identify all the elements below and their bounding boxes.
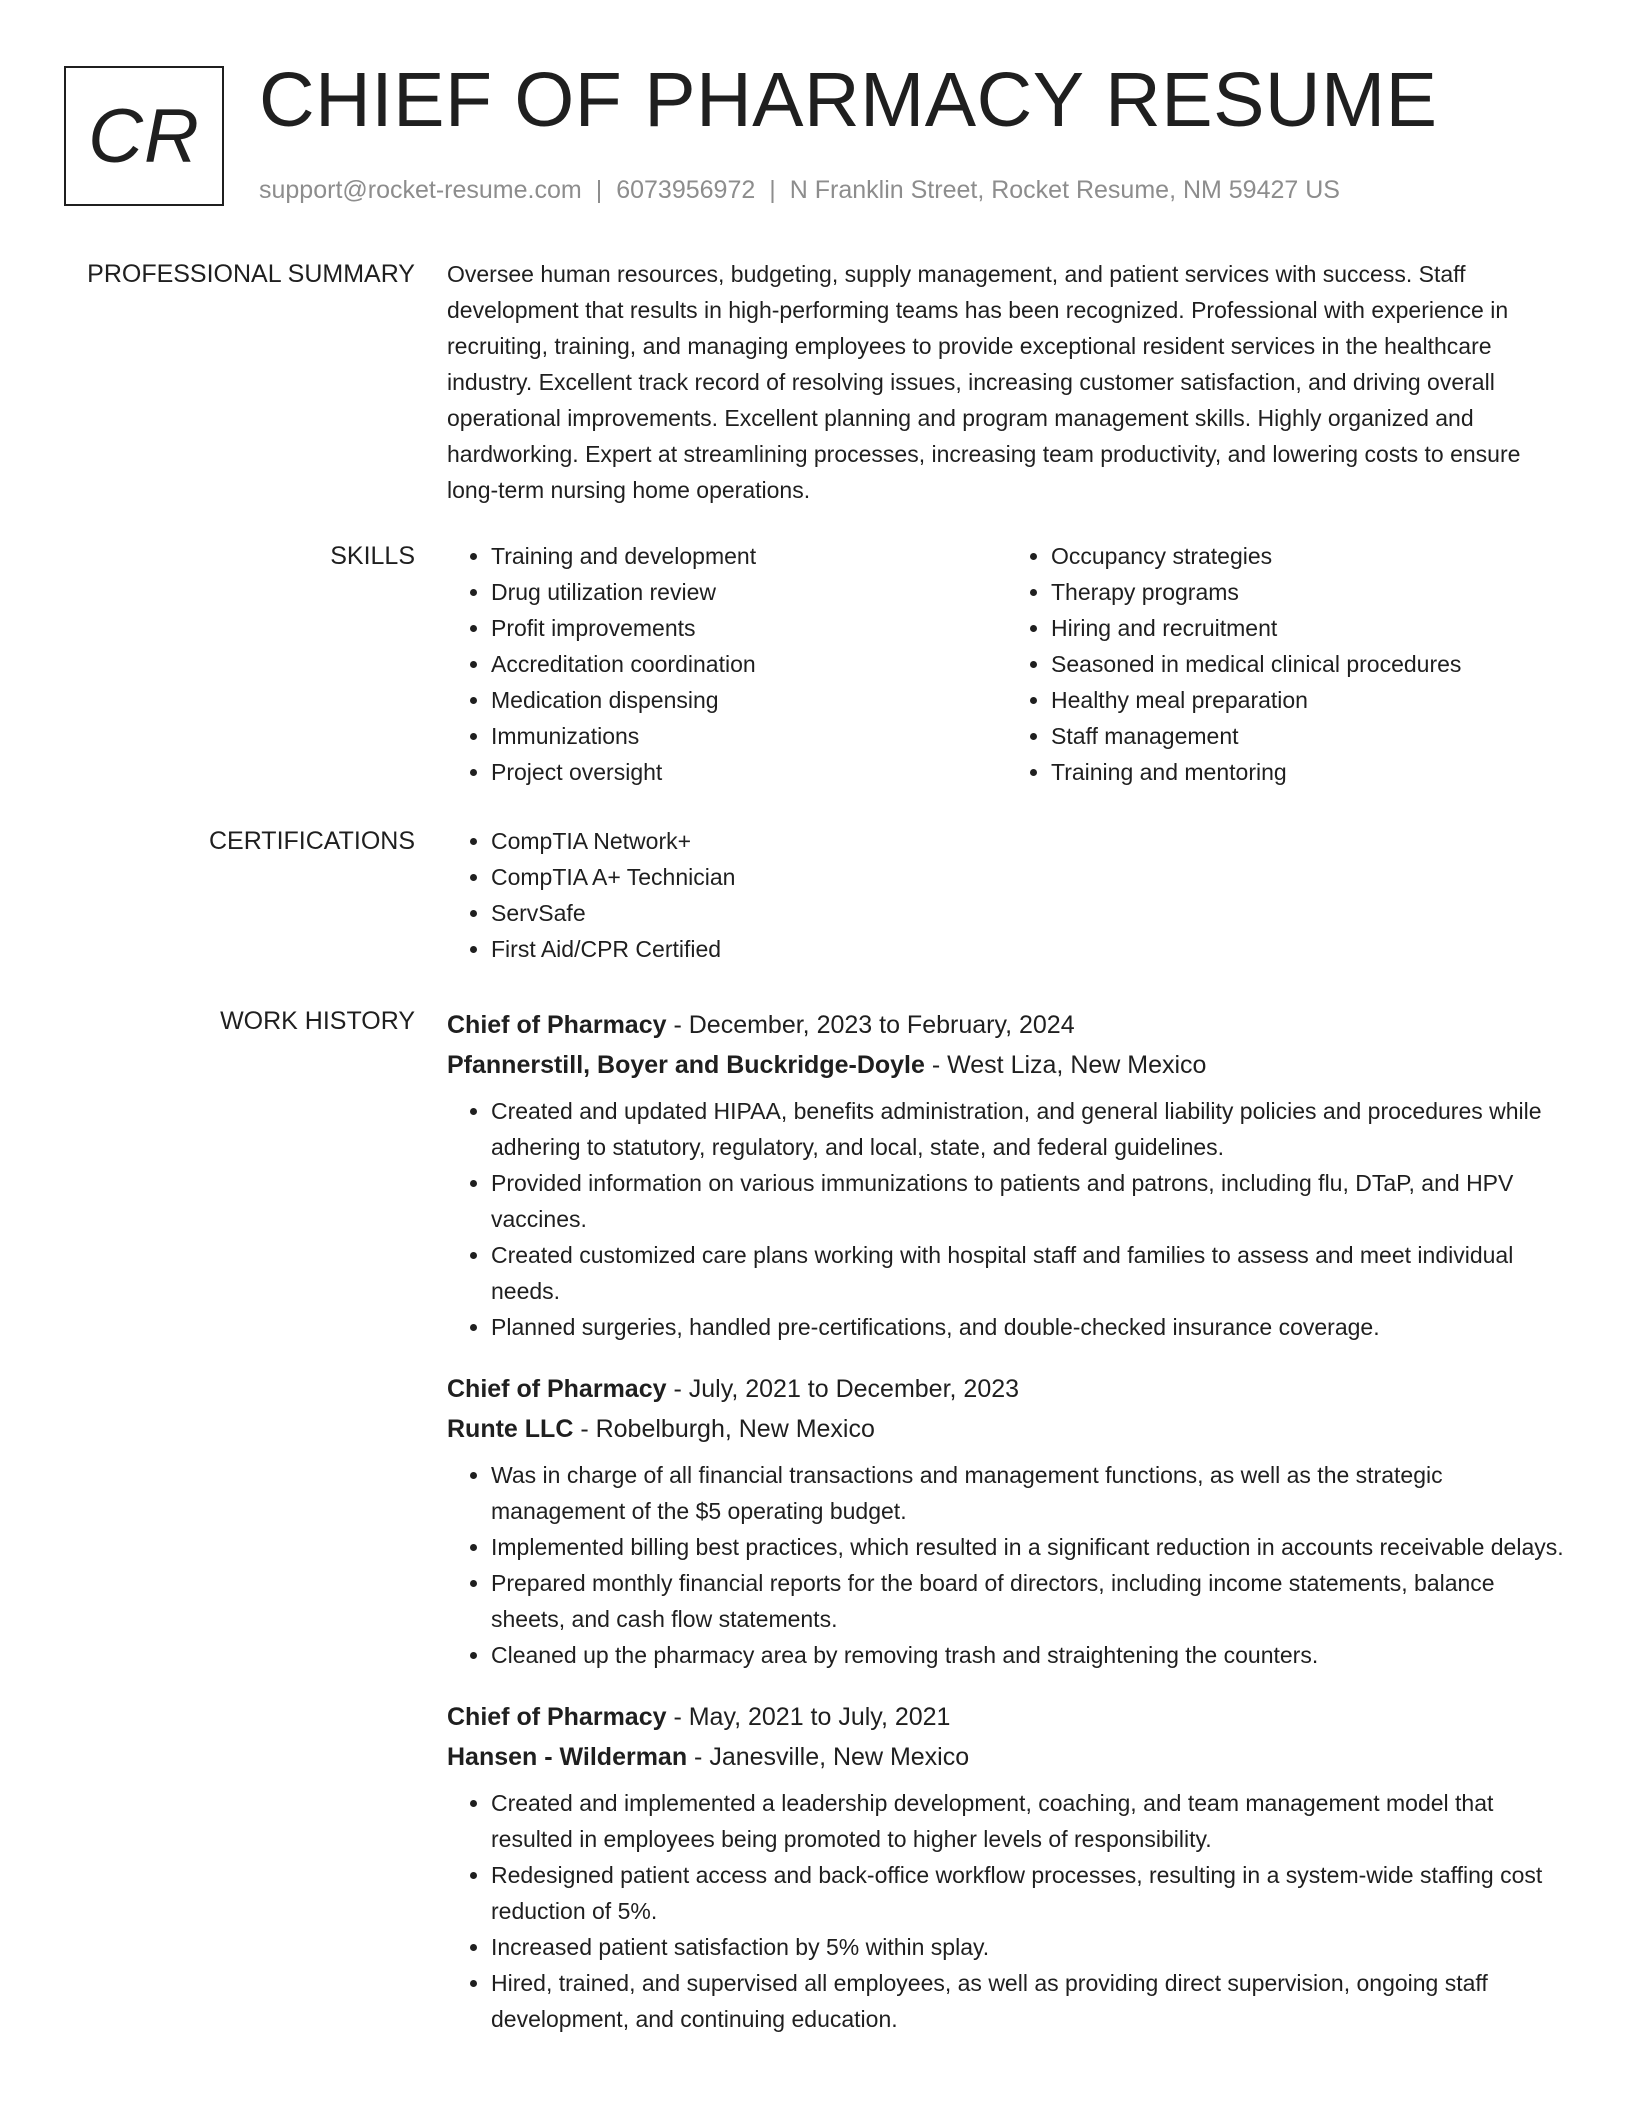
job-bullet: • Implemented billing best practices, which resulted in a significant reduction in accounts receivable delays. (491, 1529, 1567, 1565)
skill-item: • Medication dispensing (491, 682, 1007, 718)
skills-columns (447, 538, 1567, 790)
skill-item: • Accreditation coordination (491, 646, 1007, 682)
job-bullet: • Hired, trained, and supervised all employees, as well as providing direct supervision, ongoing staff development, and continuing education. (491, 1965, 1567, 2037)
certification-item: • CompTIA A+ Technician (491, 859, 1567, 895)
skills-heading: SKILLS (330, 542, 415, 570)
skill-item: • Training and development (491, 538, 1007, 574)
skills-list-left (447, 538, 1007, 790)
skill-item: • Staff management (1051, 718, 1567, 754)
job-bullets (447, 1785, 1567, 2037)
job-bullet: • Provided information on various immunizations to patients and patrons, including flu, DTaP, and HPV vaccines. (491, 1165, 1567, 1237)
job-location: - Janesville, New Mexico (687, 1743, 970, 1771)
contact-separator: | (595, 176, 603, 204)
job-title-line (447, 1697, 1567, 1737)
skill-item: • Training and mentoring (1051, 754, 1567, 790)
job-bullets (447, 1457, 1567, 1673)
certifications-heading: CERTIFICATIONS (208, 827, 415, 855)
monogram-logo: CR (64, 66, 224, 206)
job-entry (447, 1697, 1567, 2037)
job-dates: - December, 2023 to February, 2024 (666, 1011, 1075, 1039)
job-title-line (447, 1005, 1567, 1045)
skill-item: • Immunizations (491, 718, 1007, 754)
work-history-body (447, 1005, 1567, 2061)
summary-heading: PROFESSIONAL SUMMARY (87, 260, 415, 288)
skill-item: • Profit improvements (491, 610, 1007, 646)
contact-line (259, 176, 1340, 205)
job-location: - Robelburgh, New Mexico (573, 1415, 875, 1443)
page-title: CHIEF OF PHARMACY RESUME (259, 57, 1438, 143)
skills-list-right (1007, 538, 1567, 790)
skill-item: • Project oversight (491, 754, 1007, 790)
skill-item: • Healthy meal preparation (1051, 682, 1567, 718)
job-company-line (447, 1409, 1567, 1449)
job-bullet: • Redesigned patient access and back-office workflow processes, resulting in a system-wide staffing cost reduction of 5%. (491, 1857, 1567, 1929)
certifications-list (447, 823, 1567, 967)
contact-phone: 6073956972 (616, 176, 756, 204)
skill-item: • Seasoned in medical clinical procedures (1051, 646, 1567, 682)
job-dates: - May, 2021 to July, 2021 (666, 1703, 951, 1731)
skill-item: • Drug utilization review (491, 574, 1007, 610)
job-dates: - July, 2021 to December, 2023 (666, 1375, 1020, 1403)
job-bullet: • Created and implemented a leadership development, coaching, and team management model that resulted in employees being promoted to higher levels of responsibility. (491, 1785, 1567, 1857)
contact-email: support@rocket-resume.com (259, 176, 582, 204)
job-bullet: • Planned surgeries, handled pre-certifications, and double-checked insurance coverage. (491, 1309, 1567, 1345)
contact-address: N Franklin Street, Rocket Resume, NM 59427 US (789, 176, 1340, 204)
job-entry (447, 1005, 1567, 1345)
job-company: Hansen - Wilderman (447, 1743, 688, 1771)
job-title: Chief of Pharmacy (447, 1011, 667, 1039)
certification-item: • ServSafe (491, 895, 1567, 931)
work-history-heading: WORK HISTORY (220, 1007, 415, 1035)
job-title: Chief of Pharmacy (447, 1375, 667, 1403)
job-title-line (447, 1369, 1567, 1409)
job-bullets (447, 1093, 1567, 1345)
job-entry (447, 1369, 1567, 1673)
skill-item: • Occupancy strategies (1051, 538, 1567, 574)
job-bullet: • Was in charge of all financial transactions and management functions, as well as the strategic management of the $5 operating budget. (491, 1457, 1567, 1529)
job-title: Chief of Pharmacy (447, 1703, 667, 1731)
job-bullet: • Increased patient satisfaction by 5% within splay. (491, 1929, 1567, 1965)
job-bullet: • Prepared monthly financial reports for the board of directors, including income statements, balance sheets, and cash flow statements. (491, 1565, 1567, 1637)
job-location: - West Liza, New Mexico (924, 1051, 1207, 1079)
job-company-line (447, 1045, 1567, 1085)
job-bullet: • Created and updated HIPAA, benefits administration, and general liability policies and procedures while adhering to statutory, regulatory, and local, state, and federal guidelines. (491, 1093, 1567, 1165)
contact-separator: | (769, 176, 776, 204)
job-bullet: • Cleaned up the pharmacy area by removing trash and straightening the counters. (491, 1637, 1567, 1673)
job-company: Runte LLC (447, 1415, 574, 1443)
skill-item: • Therapy programs (1051, 574, 1567, 610)
job-company: Pfannerstill, Boyer and Buckridge-Doyle (447, 1051, 925, 1079)
summary-text: Oversee human resources, budgeting, supply management, and patient services with success. Staff development that results in high-performing teams has been recognized. Professional with experience in recruiting, training, and managing employees to provide exceptional resident services in the healthcare industry. Excellent track record of resolving issues, increasing customer satisfaction, and driving overall operational improvements. Excellent planning and program management skills. Highly organized and hardworking. Expert at streamlining processes, increasing team productivity, and lowering costs to ensure long-term nursing home operations. (447, 261, 1521, 503)
certifications-body (447, 823, 1567, 967)
certification-item: • CompTIA Network+ (491, 823, 1567, 859)
job-bullet: • Created customized care plans working with hospital staff and families to assess and meet individual needs. (491, 1237, 1567, 1309)
skill-item: • Hiring and recruitment (1051, 610, 1567, 646)
job-company-line (447, 1737, 1567, 1777)
certification-item: • First Aid/CPR Certified (491, 931, 1567, 967)
